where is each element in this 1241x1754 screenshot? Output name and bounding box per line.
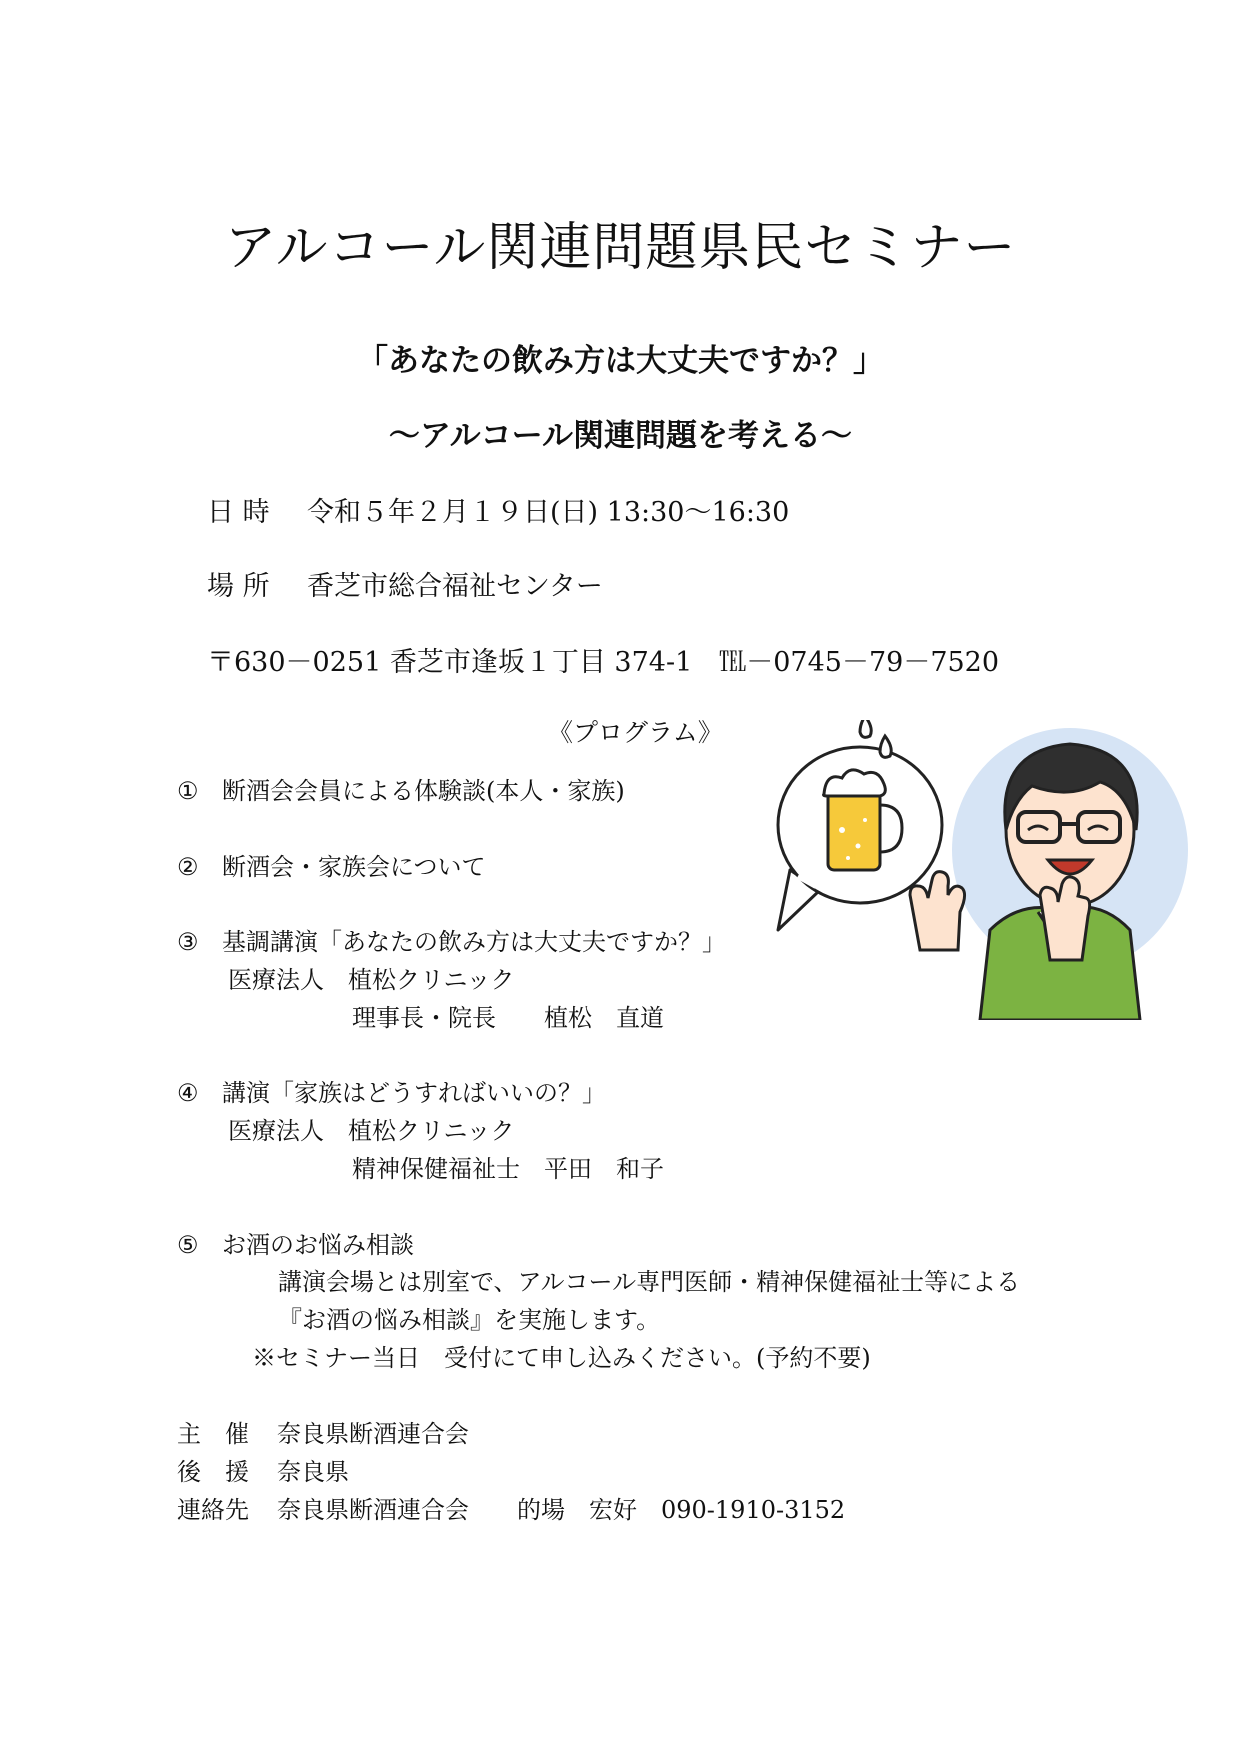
footer-host <box>177 1414 469 1449</box>
program-item-5 <box>177 1225 414 1260</box>
program-item-3 <box>177 922 726 957</box>
program-item-2 <box>177 847 486 882</box>
footer-support-label: 後 援 <box>177 1458 249 1486</box>
page-title: アルコール関連問題県民セミナー <box>224 218 1017 278</box>
footer-support <box>177 1452 349 1487</box>
footer-contact-value: 奈良県断酒連合会 的場 宏好 090-1910-3152 <box>277 1496 846 1524</box>
datetime-value: 令和５年２月１９日(日) 13:30～16:30 <box>307 497 790 528</box>
program-item-3-number: ③ <box>177 928 199 956</box>
subtitle-question: 「あなたの飲み方は大丈夫ですか？」 <box>357 343 884 379</box>
program-heading: 《プログラム》 <box>548 718 723 747</box>
footer-contact <box>177 1490 845 1525</box>
footer-support-value: 奈良県 <box>277 1458 349 1486</box>
program-item-5-number: ⑤ <box>177 1231 199 1259</box>
place-row <box>207 564 603 603</box>
program-item-4-org: 医療法人 植松クリニック <box>228 1117 515 1145</box>
place-label: 場 所 <box>207 571 270 602</box>
program-item-5-text: お酒のお悩み相談 <box>222 1231 414 1259</box>
footer-host-label: 主 催 <box>177 1420 249 1448</box>
place-value: 香芝市総合福祉センター <box>307 571 603 602</box>
datetime-row <box>207 490 789 529</box>
program-item-3-person: 理事長・院長 植松 直道 <box>352 1004 664 1032</box>
footer-host-value: 奈良県断酒連合会 <box>277 1420 469 1448</box>
program-item-3-text: 基調講演「あなたの飲み方は大丈夫ですか？」 <box>222 928 726 956</box>
program-item-4 <box>177 1073 606 1108</box>
footer-contact-label: 連絡先 <box>177 1496 249 1524</box>
program-item-5-line2: 『お酒の悩み相談』を実施します。 <box>278 1306 661 1334</box>
program-item-1 <box>177 771 625 806</box>
program-item-4-text: 講演「家族はどうすればいいの？」 <box>222 1079 606 1107</box>
illustration-refuse-beer <box>770 720 1190 1020</box>
subtitle-theme: ～アルコール関連問題を考える～ <box>388 418 853 454</box>
program-item-1-text: 断酒会会員による体験談(本人・家族) <box>222 777 625 805</box>
datetime-label: 日 時 <box>207 497 270 528</box>
program-item-4-number: ④ <box>177 1079 199 1107</box>
program-item-5-note: ※セミナー当日 受付にて申し込みください。(予約不要) <box>252 1344 871 1372</box>
address-line: 〒630－0251 香芝市逢坂１丁目 374-1 ℡－0745－79－7520 <box>207 647 1000 678</box>
program-item-2-text: 断酒会・家族会について <box>222 853 486 881</box>
program-item-1-number: ① <box>177 777 199 805</box>
program-item-2-number: ② <box>177 853 199 881</box>
program-item-3-org: 医療法人 植松クリニック <box>228 966 515 994</box>
program-item-4-person: 精神保健福祉士 平田 和子 <box>352 1155 664 1183</box>
program-item-5-line1: 講演会場とは別室で、アルコール専門医師・精神保健福祉士等による <box>278 1268 1021 1296</box>
